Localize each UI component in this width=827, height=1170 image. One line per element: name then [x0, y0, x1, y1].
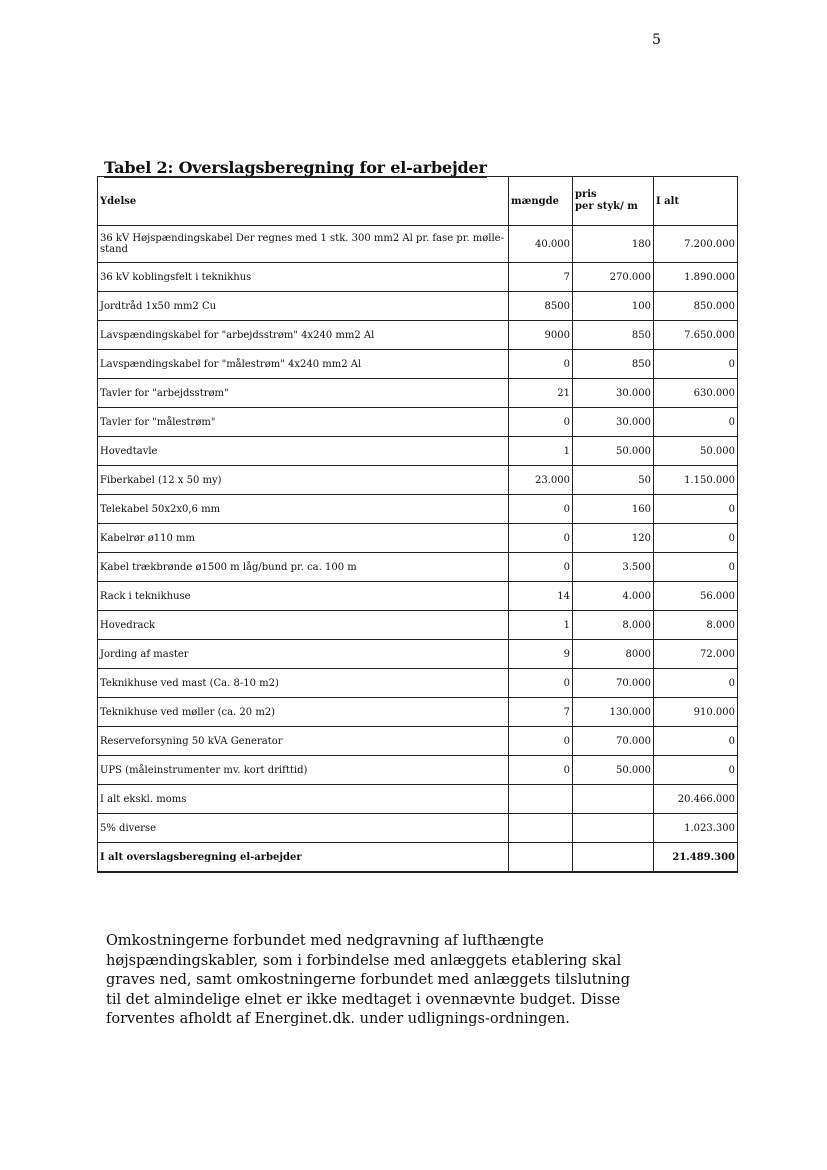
cell-ydelse: Teknikhuse ved mast (Ca. 8-10 m2) [98, 669, 509, 698]
cell-ydelse: Hovedtavle [98, 437, 509, 466]
cell-ydelse: Kabel trækbrønde ø1500 m låg/bund pr. ca. 100 m [98, 553, 509, 582]
subtotal-value: 20.466.000 [654, 785, 738, 814]
cell-ydelse: Lavspændingskabel for "målestrøm" 4x240 mm2 Al [98, 350, 509, 379]
cell-i-alt: 8.000 [654, 611, 738, 640]
header-maengde: mængde [509, 177, 573, 226]
cell-pris: 8.000 [573, 611, 654, 640]
table-row [98, 669, 738, 698]
cell-i-alt: 0 [654, 553, 738, 582]
cell-ydelse: Teknikhuse ved møller (ca. 20 m2) [98, 698, 509, 727]
cell-pris: 3.500 [573, 553, 654, 582]
header-ydelse: Ydelse [98, 177, 509, 226]
cell-pris: 160 [573, 495, 654, 524]
cell-maengde: 8500 [509, 292, 573, 321]
total-label: I alt overslagsberegning el-arbejder [98, 843, 509, 873]
cell-pris: 100 [573, 292, 654, 321]
table-header-row [98, 177, 738, 226]
table-row [98, 698, 738, 727]
cell-ydelse: Jording af master [98, 640, 509, 669]
cell-maengde: 40.000 [509, 226, 573, 263]
cell-pris: 70.000 [573, 727, 654, 756]
cell-i-alt: 1.890.000 [654, 263, 738, 292]
cell-i-alt: 7.650.000 [654, 321, 738, 350]
cell-ydelse: Telekabel 50x2x0,6 mm [98, 495, 509, 524]
table-row [98, 553, 738, 582]
cell-maengde: 7 [509, 698, 573, 727]
cell-ydelse: Tavler for "målestrøm" [98, 408, 509, 437]
cell-pris: 50.000 [573, 437, 654, 466]
total-empty-1 [509, 843, 573, 873]
cell-i-alt: 630.000 [654, 379, 738, 408]
table-row [98, 379, 738, 408]
table-row [98, 495, 738, 524]
cell-maengde: 14 [509, 582, 573, 611]
cell-ydelse: Reserveforsyning 50 kVA Generator [98, 727, 509, 756]
cell-maengde: 0 [509, 408, 573, 437]
cell-maengde: 0 [509, 553, 573, 582]
cell-maengde: 0 [509, 669, 573, 698]
cell-pris: 8000 [573, 640, 654, 669]
cell-i-alt: 1.150.000 [654, 466, 738, 495]
summary-row-subtotal [98, 785, 738, 814]
total-value: 21.489.300 [654, 843, 738, 873]
cell-ydelse: Rack i teknikhuse [98, 582, 509, 611]
table-row [98, 582, 738, 611]
cell-ydelse: Hovedrack [98, 611, 509, 640]
misc-empty-2 [573, 814, 654, 843]
header-pris-line1: pris [575, 189, 597, 200]
cell-maengde: 0 [509, 727, 573, 756]
misc-value: 1.023.300 [654, 814, 738, 843]
table-row [98, 226, 738, 263]
cell-ydelse: Kabelrør ø110 mm [98, 524, 509, 553]
subtotal-empty-2 [573, 785, 654, 814]
table-row [98, 350, 738, 379]
body-paragraph: Omkostningerne forbundet med nedgravning af lufthængte højspændingskabler, som i forbindelse med anlæggets etablering skal graves ned, samt omkostningerne forbundet med anlæggets tilslutning til det almindelige elnet er ikke medtaget i ovennævnte budget. Disse forventes afholdt af Energinet.dk. under udlignings-ordningen. [106, 933, 630, 1027]
cell-pris: 50.000 [573, 756, 654, 785]
cell-i-alt: 56.000 [654, 582, 738, 611]
cell-maengde: 23.000 [509, 466, 573, 495]
cell-maengde: 0 [509, 524, 573, 553]
misc-empty-1 [509, 814, 573, 843]
subtotal-empty-1 [509, 785, 573, 814]
cell-pris: 850 [573, 350, 654, 379]
cell-maengde: 9000 [509, 321, 573, 350]
cell-i-alt: 0 [654, 669, 738, 698]
table-row [98, 756, 738, 785]
cell-i-alt: 7.200.000 [654, 226, 738, 263]
total-empty-2 [573, 843, 654, 873]
table-row [98, 727, 738, 756]
cell-i-alt: 0 [654, 727, 738, 756]
cell-pris: 30.000 [573, 408, 654, 437]
cell-pris: 70.000 [573, 669, 654, 698]
cell-ydelse: Lavspændingskabel for "arbejdsstrøm" 4x240 mm2 Al [98, 321, 509, 350]
cell-maengde: 0 [509, 756, 573, 785]
cost-estimate-table [97, 176, 738, 873]
table-row [98, 466, 738, 495]
cell-i-alt: 0 [654, 524, 738, 553]
cell-maengde: 0 [509, 350, 573, 379]
table-row [98, 408, 738, 437]
cell-i-alt: 910.000 [654, 698, 738, 727]
table-row [98, 611, 738, 640]
cell-ydelse: 36 kV koblingsfelt i teknikhus [98, 263, 509, 292]
cell-i-alt: 0 [654, 495, 738, 524]
cell-ydelse: Jordtråd 1x50 mm2 Cu [98, 292, 509, 321]
table-body [98, 226, 738, 785]
table-row [98, 292, 738, 321]
cell-pris: 120 [573, 524, 654, 553]
cell-maengde: 1 [509, 611, 573, 640]
header-pris [573, 177, 654, 226]
summary-row-misc [98, 814, 738, 843]
cell-pris: 30.000 [573, 379, 654, 408]
cell-pris: 270.000 [573, 263, 654, 292]
cell-i-alt: 850.000 [654, 292, 738, 321]
cell-i-alt: 0 [654, 756, 738, 785]
cell-pris: 4.000 [573, 582, 654, 611]
table-row [98, 321, 738, 350]
cell-pris: 850 [573, 321, 654, 350]
cell-maengde: 21 [509, 379, 573, 408]
cell-ydelse: Fiberkabel (12 x 50 my) [98, 466, 509, 495]
cell-i-alt: 0 [654, 350, 738, 379]
cell-i-alt: 50.000 [654, 437, 738, 466]
table-row [98, 263, 738, 292]
table-caption: Tabel 2: Overslagsberegning for el-arbejder [104, 158, 487, 177]
cell-maengde: 9 [509, 640, 573, 669]
cell-maengde: 1 [509, 437, 573, 466]
misc-label: 5% diverse [98, 814, 509, 843]
cell-ydelse: 36 kV Højspændingskabel Der regnes med 1 stk. 300 mm2 Al pr. fase pr. mølle-stand [98, 226, 509, 263]
cell-pris: 50 [573, 466, 654, 495]
summary-row-total [98, 843, 738, 873]
header-i-alt: I alt [654, 177, 738, 226]
table-row [98, 524, 738, 553]
cell-maengde: 0 [509, 495, 573, 524]
summary-body [98, 785, 738, 873]
table-row [98, 640, 738, 669]
cell-pris: 180 [573, 226, 654, 263]
cell-i-alt: 0 [654, 408, 738, 437]
header-pris-line2: per styk/ m [575, 201, 638, 212]
cell-ydelse: Tavler for "arbejdsstrøm" [98, 379, 509, 408]
subtotal-label: I alt ekskl. moms [98, 785, 509, 814]
cell-pris: 130.000 [573, 698, 654, 727]
cell-i-alt: 72.000 [654, 640, 738, 669]
cell-maengde: 7 [509, 263, 573, 292]
cell-ydelse: UPS (måleinstrumenter mv. kort drifttid) [98, 756, 509, 785]
page-number: 5 [652, 32, 661, 48]
table-row [98, 437, 738, 466]
